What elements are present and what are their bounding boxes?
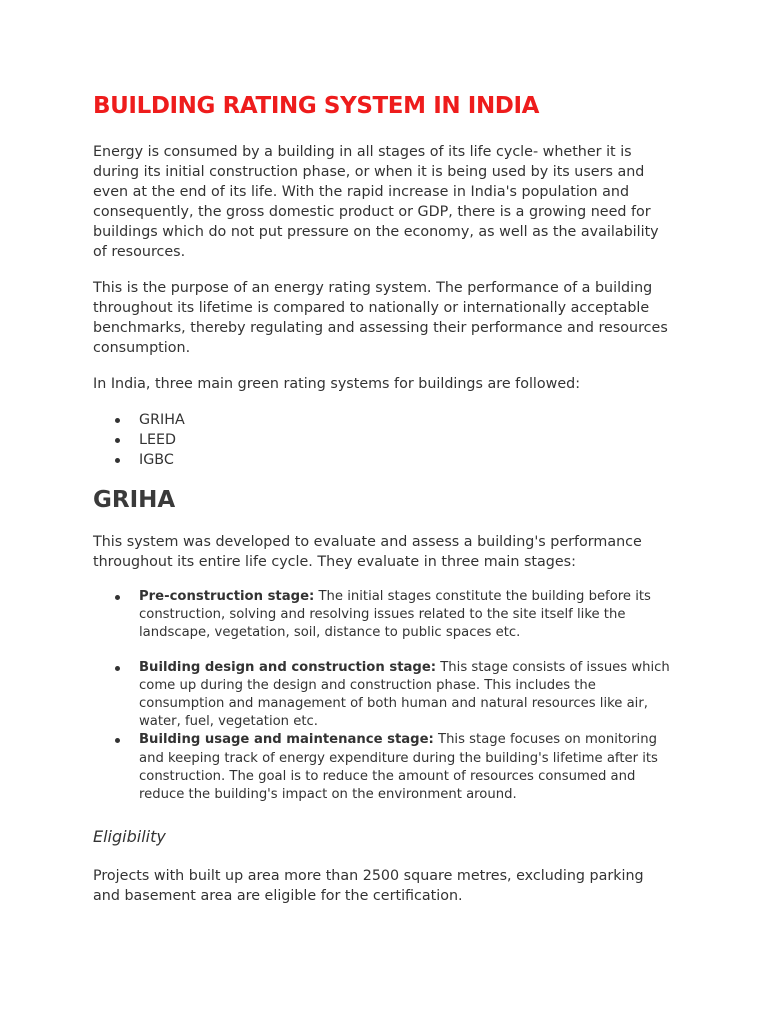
list-item	[139, 659, 674, 732]
bullet-icon	[115, 738, 120, 743]
intro-paragraph: Energy is consumed by a building in all stages of its life cycle- whether it is during its initial construction phase, or when it is being used by its users and even at the end of its life. With the rapid increase in India's population and consequently, the gross domestic product or GDP, there is a growing need for buildings which do not put pressure on the economy, as well as the availability of resources.	[93, 144, 659, 260]
bullet-icon	[115, 418, 120, 423]
griha-description: This system was developed to evaluate and assess a building's performance throughout its entire life cycle. They evaluate in three main stages:	[93, 534, 642, 570]
list-item-label: IGBC	[139, 452, 174, 468]
list-item	[139, 430, 674, 450]
stage-label: Building design and construction stage:	[139, 659, 437, 675]
stage-text: This stage focuses on monitoring and keeping track of energy expenditure during the building's lifetime after its construction. The goal is to reduce the amount of resources consumed and reduce the building's impact on the environment around.	[139, 732, 658, 803]
list-item	[139, 450, 674, 470]
list-item	[139, 410, 674, 430]
bullet-icon	[115, 438, 120, 443]
page-title: BUILDING RATING SYSTEM IN INDIA	[93, 93, 540, 119]
eligibility-paragraph: Projects with built up area more than 2500 square metres, excluding parking and basement area are eligible for the certification.	[93, 868, 644, 905]
stage-label: Pre-construction stage:	[139, 589, 315, 604]
stage-text: This stage consists of issues which come up during the design and construction phase. This includes the consumption and management of both human and natural resources like air, water, fuel, vegetation etc.	[139, 659, 670, 730]
stage-label: Building usage and maintenance stage:	[139, 732, 434, 748]
list-item-label: GRIHA	[139, 412, 185, 428]
eligibility-heading: Eligibility	[93, 827, 166, 847]
bullet-icon	[115, 666, 120, 671]
griha-heading: GRIHA	[93, 487, 176, 513]
list-item	[139, 588, 674, 643]
griha-stages-list	[93, 588, 674, 804]
bullet-icon	[115, 595, 120, 600]
purpose-paragraph: This is the purpose of an energy rating system. The performance of a building throughout its lifetime is compared to nationally or internationally acceptable benchmarks, thereby regulating and assessing their performance and resources consumption.	[93, 280, 668, 356]
rating-systems-list	[93, 410, 674, 470]
stage-text: The initial stages constitute the building before its construction, solving and resolving issues related to the site itself like the landscape, vegetation, soil, distance to public spaces etc.	[139, 589, 651, 641]
systems-intro-paragraph: In India, three main green rating systems for buildings are followed:	[93, 376, 581, 392]
list-item	[139, 731, 674, 804]
bullet-icon	[115, 458, 120, 463]
list-item-label: LEED	[139, 432, 177, 448]
